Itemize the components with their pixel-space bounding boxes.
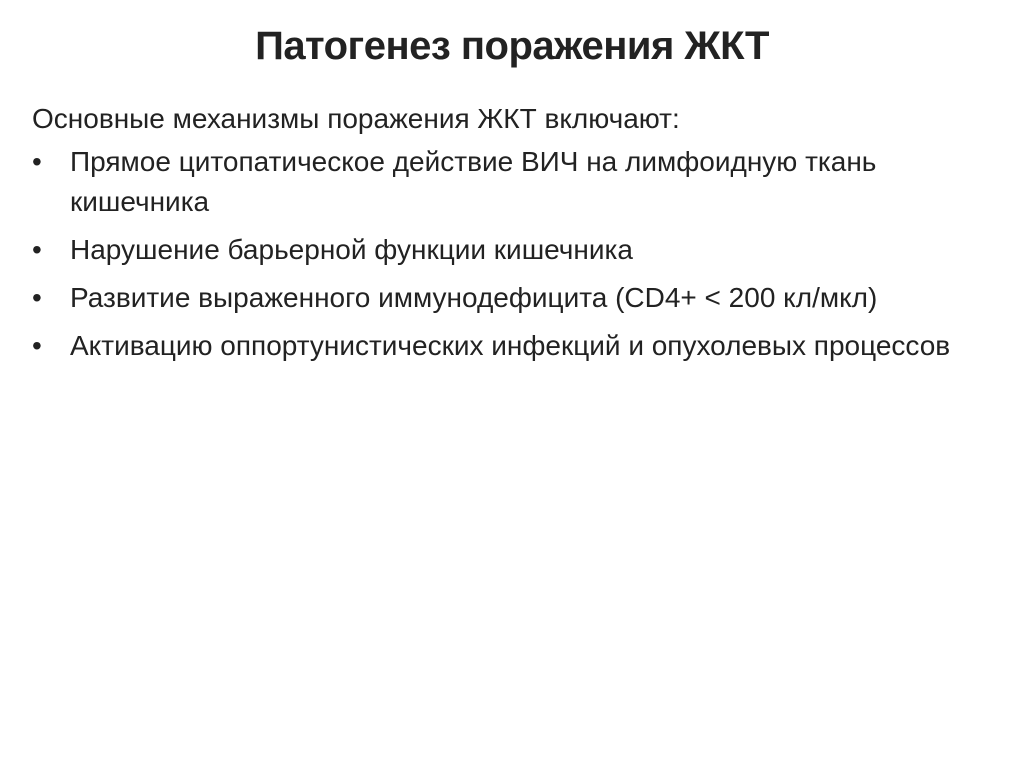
bullet-text: Нарушение барьерной функции кишечника xyxy=(70,234,633,265)
bullet-item xyxy=(32,230,992,270)
bullet-text: Развитие выраженного иммунодефицита (CD4+ < 200 кл/мкл) xyxy=(70,282,878,313)
bullet-item xyxy=(32,142,992,222)
bullet-item xyxy=(32,278,992,318)
bullet-item xyxy=(32,326,992,366)
slide-title: Патогенез поражения ЖКТ xyxy=(255,24,769,68)
bullet-icon: • xyxy=(32,330,42,361)
bullet-text: Активацию оппортунистических инфекций и опухолевых процессов xyxy=(70,330,951,361)
slide-content xyxy=(32,100,992,374)
bullet-icon: • xyxy=(32,234,42,265)
intro-text: Основные механизмы поражения ЖКТ включают: xyxy=(32,103,680,134)
bullet-text: Прямое цитопатическое действие ВИЧ на лимфоидную ткань кишечника xyxy=(70,146,877,217)
bullet-list xyxy=(32,142,992,366)
bullet-icon: • xyxy=(32,282,42,313)
bullet-icon: • xyxy=(32,146,42,177)
